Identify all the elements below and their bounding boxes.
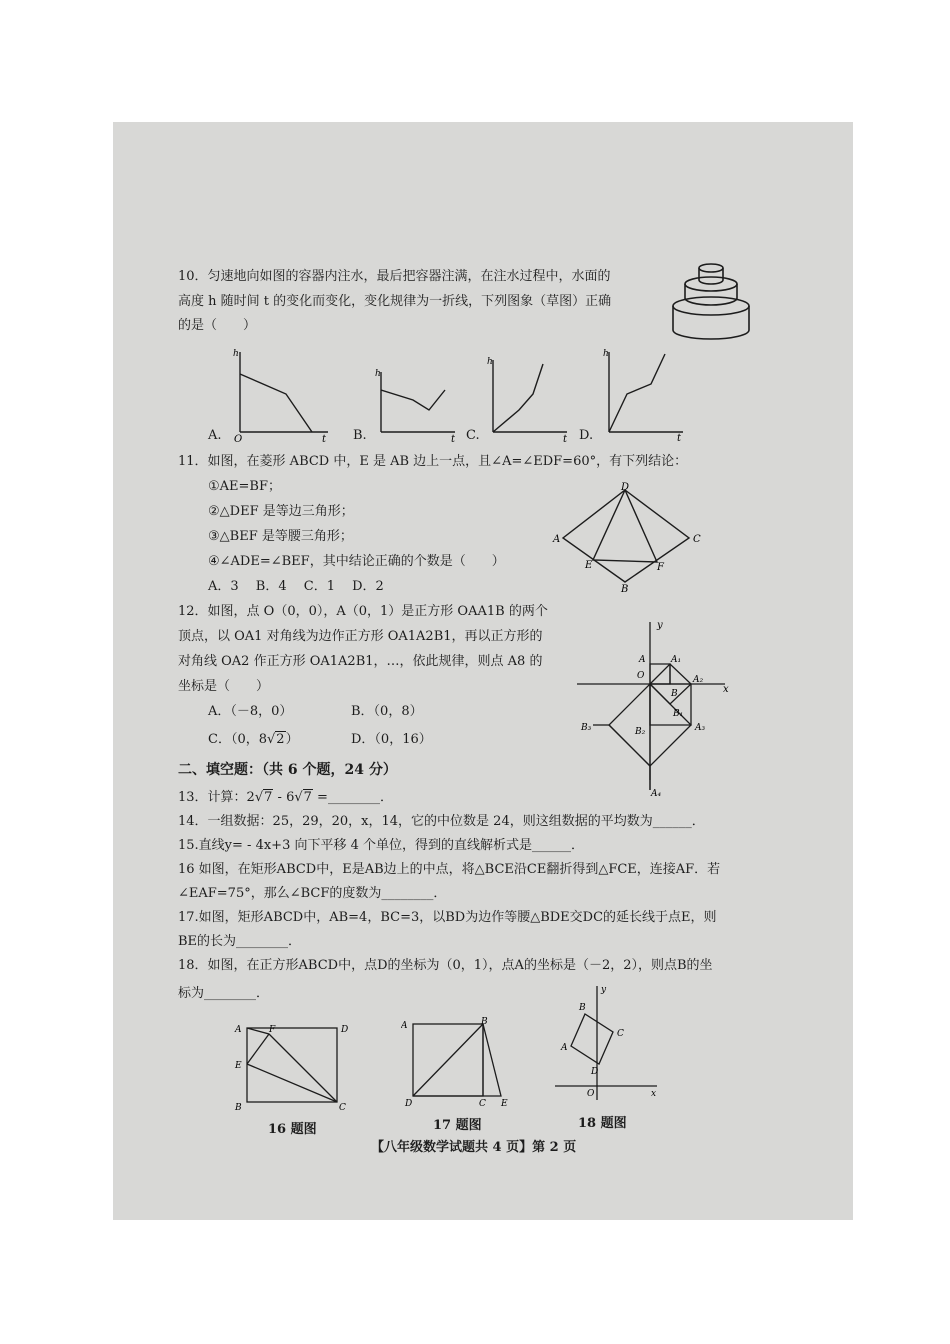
q12-line-1: 12．如图，点 O（0，0），A（0，1）是正方形 OAA1B 的两个 bbox=[178, 604, 548, 619]
figure-16-caption: 16 题图 bbox=[268, 1122, 317, 1137]
q12-line-2: 顶点，以 OA1 对角线为边作正方形 OA1A2B1，再以正方形的 bbox=[178, 629, 543, 644]
label-b3: B₃ bbox=[581, 723, 592, 733]
label-b1: B₁ bbox=[673, 709, 684, 719]
square-spiral-figure bbox=[573, 620, 733, 796]
label-x: x bbox=[723, 684, 729, 695]
exam-page bbox=[113, 122, 853, 1220]
figure-17-caption: 17 题图 bbox=[433, 1118, 482, 1133]
q10-graph-b bbox=[371, 362, 461, 442]
q17-line-1: 17.如图，矩形ABCD中，AB=4，BC=3，以BD为边作等腰△BDE交DC的延长线于点E，则 bbox=[178, 910, 717, 925]
q11-conclusion-2: ②△DEF 是等边三角形； bbox=[208, 504, 354, 519]
label-d: D bbox=[405, 1099, 413, 1108]
figure-17 bbox=[401, 1014, 521, 1108]
q12-line-4: 坐标是（ ） bbox=[178, 679, 270, 694]
q12-option-c: C．（0，8√2） bbox=[208, 732, 299, 747]
label-f: F bbox=[269, 1025, 276, 1035]
label-y: y bbox=[657, 620, 663, 631]
q11-conclusion-4: ④∠ADE=∠BEF，其中结论正确的个数是（ ） bbox=[208, 554, 505, 569]
label-o: O bbox=[587, 1089, 595, 1099]
q10-line-2: 高度 h 随时间 t 的变化而变化，变化规律为一折线，下列图象（草图）正确 bbox=[178, 294, 612, 309]
label-d: D bbox=[591, 1067, 599, 1077]
q17-line-2: BE的长为________． bbox=[178, 934, 302, 949]
label-b2: B₂ bbox=[635, 727, 646, 737]
label-b: B bbox=[671, 689, 678, 699]
label-a: A bbox=[553, 534, 561, 545]
q18-line-2: 标为________． bbox=[178, 986, 270, 1001]
rhombus-figure bbox=[549, 482, 709, 592]
q12-option-b: B．（0，8） bbox=[351, 704, 423, 719]
label-a: A bbox=[401, 1021, 408, 1031]
label-a: A bbox=[235, 1025, 242, 1035]
label-a: A bbox=[561, 1043, 568, 1053]
label-f: F bbox=[657, 562, 664, 573]
q10-line-1: 10．匀速地向如图的容器内注水，最后把容器注满，在注水过程中，水面的 bbox=[178, 269, 611, 284]
label-a1: A₁ bbox=[671, 655, 682, 665]
axis-h: h bbox=[233, 349, 239, 359]
label-e: E bbox=[235, 1061, 242, 1071]
label-b: B bbox=[579, 1003, 586, 1013]
label-c: C bbox=[617, 1029, 624, 1039]
axis-t: t bbox=[563, 434, 568, 442]
q10-option-a: A. bbox=[208, 428, 222, 443]
label-o: O bbox=[637, 671, 645, 681]
label-a4: A₄ bbox=[651, 789, 662, 796]
axis-h: h bbox=[603, 349, 609, 359]
q10-option-b: B. bbox=[353, 428, 367, 443]
figure-18-caption: 18 题图 bbox=[578, 1116, 627, 1131]
axis-t: t bbox=[451, 434, 456, 442]
q10-graph-a bbox=[228, 344, 338, 442]
q13-text: 13．计算：2√7 - 6√7 =________． bbox=[178, 790, 393, 805]
label-a: A bbox=[639, 655, 646, 665]
q10-line-3: 的是（ ） bbox=[178, 318, 257, 333]
q10-option-c: C. bbox=[466, 428, 480, 443]
label-c: C bbox=[693, 534, 701, 545]
figure-18 bbox=[551, 982, 661, 1104]
q10-graph-d bbox=[597, 342, 687, 442]
label-e: E bbox=[501, 1099, 508, 1108]
q10-option-d: D. bbox=[579, 428, 594, 443]
q12-line-3: 对角线 OA2 作正方形 OA1A2B1，…，依此规律，则点 A8 的 bbox=[178, 654, 543, 669]
axis-h: h bbox=[487, 357, 493, 367]
q11-options: A．3 B．4 C．1 D．2 bbox=[208, 579, 384, 594]
label-y: y bbox=[601, 985, 607, 995]
axis-t: t bbox=[322, 434, 327, 442]
q11-conclusion-1: ①AE=BF； bbox=[208, 479, 281, 494]
label-a3: A₃ bbox=[695, 723, 706, 733]
container-figure bbox=[667, 254, 757, 346]
label-c: C bbox=[339, 1103, 346, 1112]
label-e: E bbox=[585, 560, 593, 571]
section-2-heading: 二、填空题：（共 6 个题，24 分） bbox=[178, 762, 397, 778]
q16-line-1: 16 如图，在矩形ABCD中，E是AB边上的中点，将△BCE沿CE翻折得到△FCE，连接AF．若 bbox=[178, 862, 721, 877]
q12-option-d: D．（0，16） bbox=[351, 732, 432, 747]
label-x: x bbox=[651, 1089, 657, 1099]
label-b: B bbox=[481, 1017, 488, 1027]
label-b: B bbox=[621, 584, 629, 592]
label-d: D bbox=[621, 482, 630, 493]
q11-conclusion-3: ③△BEF 是等腰三角形； bbox=[208, 529, 353, 544]
label-a2: A₂ bbox=[693, 675, 704, 685]
axis-t: t bbox=[677, 433, 682, 442]
label-c: C bbox=[479, 1099, 486, 1108]
figure-16 bbox=[233, 1020, 353, 1112]
q16-line-2: ∠EAF=75°，那么∠BCF的度数为________． bbox=[178, 886, 447, 901]
origin-label: O bbox=[234, 434, 243, 442]
q11-line-1: 11．如图，在菱形 ABCD 中，E 是 AB 边上一点，且∠A=∠EDF=60°，有下列结论： bbox=[178, 454, 688, 469]
q18-line-1: 18．如图，在正方形ABCD中，点D的坐标为（0，1），点A的坐标是（－2，2），则点B的坐 bbox=[178, 958, 713, 973]
label-d: D bbox=[341, 1025, 349, 1035]
q15-text: 15.直线y= - 4x+3 向下平移 4 个单位，得到的直线解析式是______． bbox=[178, 838, 585, 853]
q12-option-a: A．（－8，0） bbox=[208, 704, 293, 719]
axis-h: h bbox=[375, 369, 381, 379]
q10-graph-c bbox=[483, 350, 573, 442]
page-footer: 【八年级数学试题共 4 页】第 2 页 bbox=[371, 1140, 577, 1155]
q14-text: 14．一组数据：25，29，20，x，14，它的中位数是 24，则这组数据的平均数为______． bbox=[178, 814, 705, 829]
label-b: B bbox=[235, 1103, 242, 1112]
